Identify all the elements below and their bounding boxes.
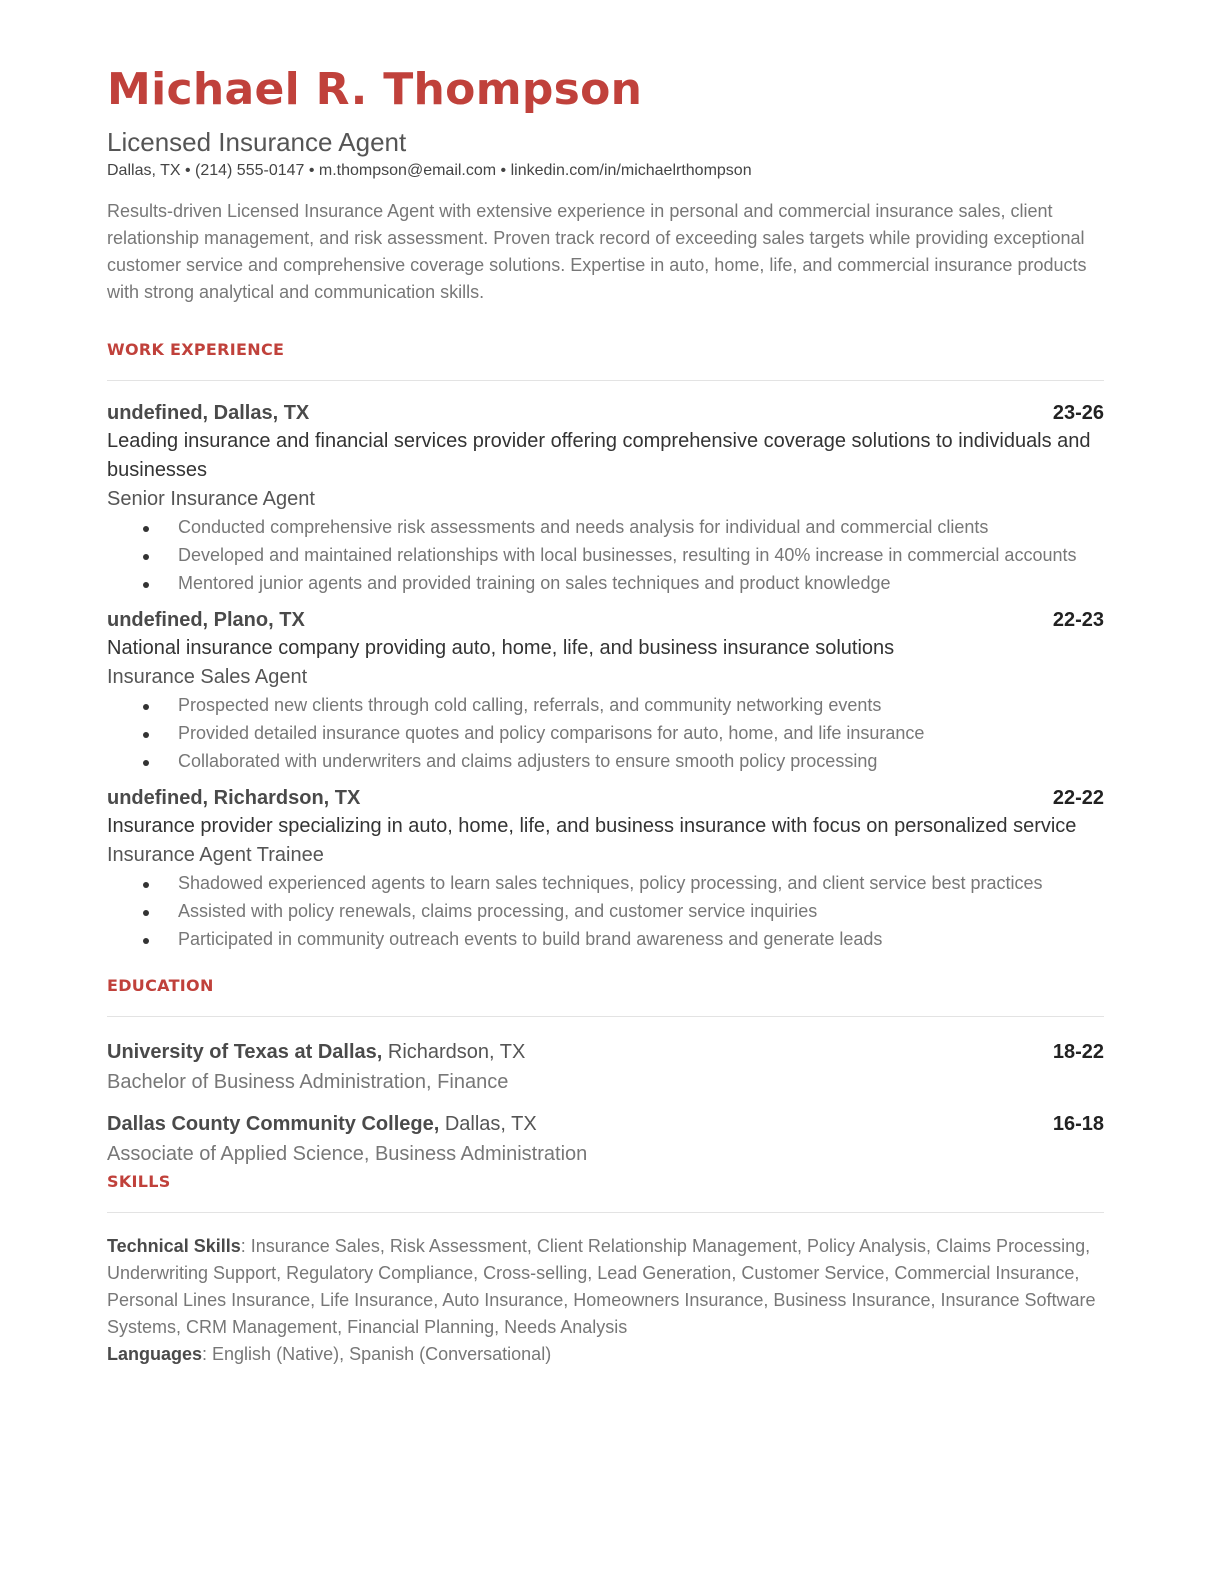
bullet-text: Participated in community outreach events to build brand awareness and generate leads (178, 929, 883, 949)
education-dates: 18-22 (1052, 1041, 1104, 1063)
bullet-icon (143, 554, 149, 560)
bullet-icon (143, 704, 149, 710)
education-school: Dallas County Community College, (107, 1113, 440, 1135)
work-experience-heading: WORK EXPERIENCE (107, 340, 285, 359)
bullet-text: Prospected new clients through cold calling, referrals, and community networking events (178, 695, 882, 715)
bullet-item (178, 692, 1104, 719)
bullet-item (178, 748, 1104, 775)
bullet-text: Collaborated with underwriters and claims adjusters to ensure smooth policy processing (178, 751, 878, 771)
bullet-item (178, 870, 1104, 897)
section-divider (107, 380, 1104, 381)
bullet-item (178, 514, 1104, 541)
bullet-text: Shadowed experienced agents to learn sales techniques, policy processing, and client service best practices (178, 873, 1043, 893)
education-location: Richardson, TX (382, 1041, 526, 1063)
job-role: Insurance Agent Trainee (107, 844, 324, 866)
job-dates: 23-26 (1052, 402, 1104, 424)
education-heading: EDUCATION (107, 976, 214, 995)
contact-line: Dallas, TX • (214) 555-0147 • m.thompson@email.com • linkedin.com/in/michaelrthompson (107, 162, 752, 179)
bullet-text: Mentored junior agents and provided training on sales techniques and product knowledge (178, 573, 891, 593)
job-company: undefined, Richardson, TX (107, 787, 361, 809)
skills-languages-label: Languages (107, 1344, 203, 1364)
education-school-line (107, 1037, 525, 1067)
education-school-line (107, 1109, 537, 1139)
job-description: Insurance provider specializing in auto, home, life, and business insurance with focus on personalized service (107, 815, 1077, 837)
education-entry (107, 1037, 1104, 1097)
resume-page (107, 62, 1104, 1368)
job-bullets (107, 692, 1104, 775)
job-bullets (107, 514, 1104, 597)
skills-technical-list: : Insurance Sales, Risk Assessment, Client Relationship Management, Policy Analysis, Claims Processing, Underwriting Support, Regulatory Compliance, Cross-selling, Lead Generation, Customer Service, Commercial Insurance, Personal Lines Insurance, Life Insurance, Auto Insurance, Homeowners Insurance, Business Insurance, Insurance Software Systems, CRM Management, Financial Planning, Needs Analysis (107, 1236, 1096, 1337)
bullet-item (178, 720, 1104, 747)
education-location: Dallas, TX (439, 1113, 537, 1135)
summary: Results-driven Licensed Insurance Agent with extensive experience in personal and commercial insurance sales, client relationship management, and risk assessment. Proven track record of exceeding sales targets while providing exceptional customer service and comprehensive coverage solutions. Expertise in auto, home, life, and commercial insurance products with strong analytical and communication skills. (107, 201, 1087, 302)
candidate-name: Michael R. Thompson (107, 64, 643, 115)
bullet-icon (143, 910, 149, 916)
bullet-icon (143, 582, 149, 588)
education-school: University of Texas at Dallas, (107, 1041, 383, 1063)
education-degree: Associate of Applied Science, Business Administration (107, 1143, 588, 1165)
job-company: undefined, Dallas, TX (107, 402, 310, 424)
job-entry (107, 608, 1104, 775)
bullet-item (178, 570, 1104, 597)
skills-languages-list: : English (Native), Spanish (Conversational) (202, 1344, 552, 1364)
skills-heading: SKILLS (107, 1172, 171, 1191)
job-company: undefined, Plano, TX (107, 609, 305, 631)
bullet-text: Assisted with policy renewals, claims processing, and customer service inquiries (178, 901, 818, 921)
skills-technical-label: Technical Skills (107, 1236, 241, 1256)
job-role: Insurance Sales Agent (107, 666, 308, 688)
job-description: Leading insurance and financial services provider offering comprehensive coverage solutions to individuals and businesses (107, 430, 1091, 481)
education-dates: 16-18 (1052, 1113, 1104, 1135)
job-entry (107, 401, 1104, 597)
job-bullets (107, 870, 1104, 953)
bullet-icon (143, 760, 149, 766)
candidate-title: Licensed Insurance Agent (107, 127, 407, 157)
bullet-text: Developed and maintained relationships with local businesses, resulting in 40% increase in commercial accounts (178, 545, 1077, 565)
education-entry (107, 1109, 1104, 1169)
job-dates: 22-22 (1052, 787, 1104, 809)
skills-languages (107, 1341, 1104, 1368)
section-divider (107, 1016, 1104, 1017)
bullet-item (178, 926, 1104, 953)
bullet-icon (143, 882, 149, 888)
job-description: National insurance company providing auto, home, life, and business insurance solutions (107, 637, 895, 659)
bullet-text: Conducted comprehensive risk assessments and needs analysis for individual and commercial clients (178, 517, 989, 537)
bullet-icon (143, 732, 149, 738)
job-dates: 22-23 (1052, 609, 1104, 631)
job-role: Senior Insurance Agent (107, 488, 315, 510)
bullet-item (178, 542, 1104, 569)
skills-technical (107, 1233, 1104, 1341)
bullet-icon (143, 938, 149, 944)
job-entry (107, 786, 1104, 953)
education-degree: Bachelor of Business Administration, Finance (107, 1071, 509, 1093)
bullet-item (178, 898, 1104, 925)
section-divider (107, 1212, 1104, 1213)
bullet-icon (143, 526, 149, 532)
bullet-text: Provided detailed insurance quotes and policy comparisons for auto, home, and life insurance (178, 723, 925, 743)
